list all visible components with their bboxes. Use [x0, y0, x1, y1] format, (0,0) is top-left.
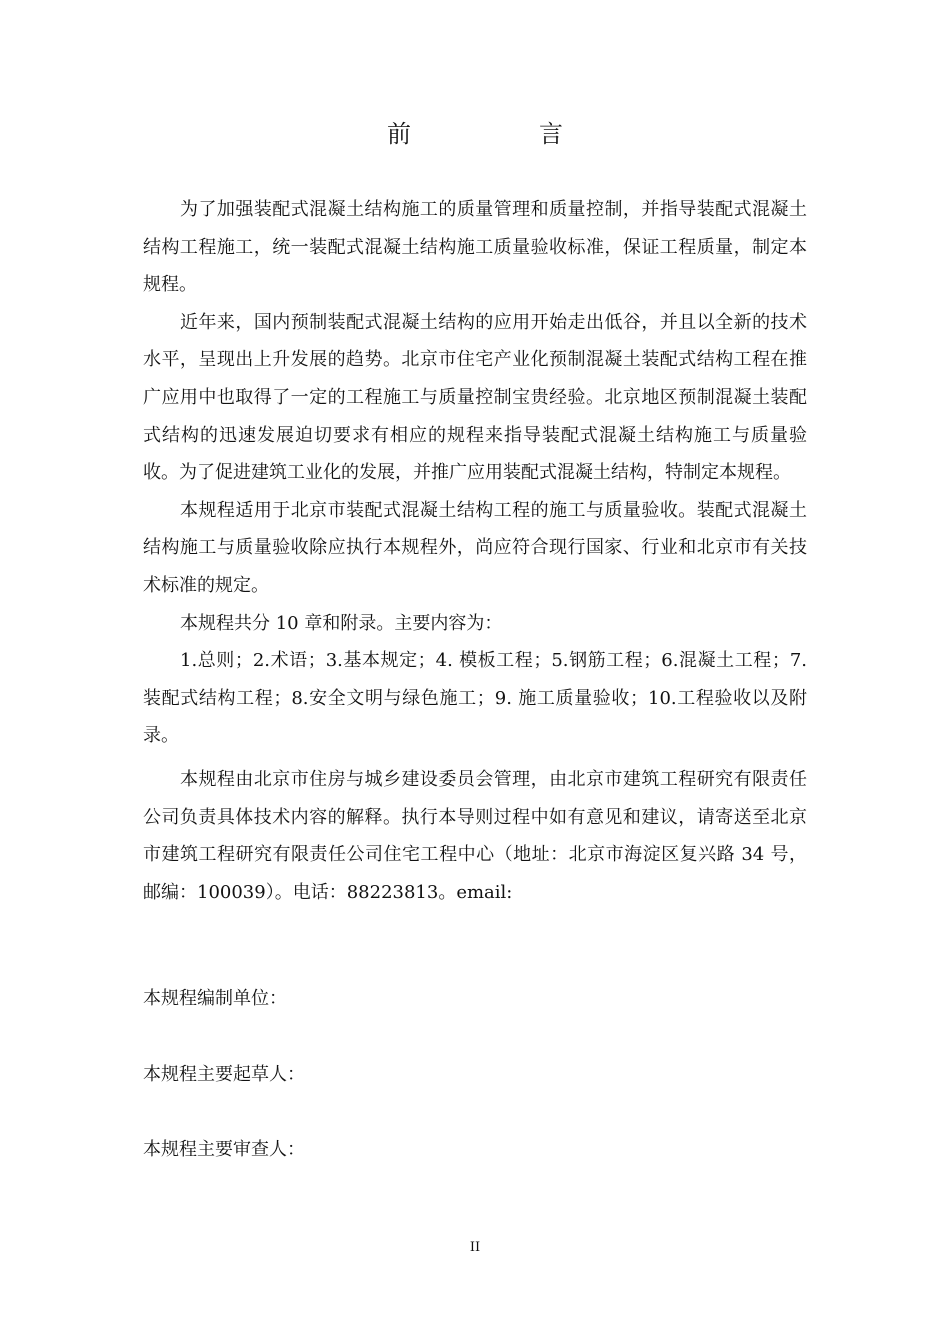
paragraph-purpose: 为了加强装配式混凝土结构施工的质量管理和质量控制，并指导装配式混凝土结构工程施工，统一装配式混凝土结构施工质量验收标准，保证工程质量，制定本规程。	[143, 199, 807, 296]
paragraph-structure: 本规程共分 10 章和附录。主要内容为：	[180, 612, 503, 634]
paragraph-management: 本规程由北京市住房与城乡建设委员会管理，由北京市建筑工程研究有限责任公司负责具体技术内容的解释。执行本导则过程中如有意见和建议，请寄送至北京市建筑工程研究有限责任公司住宅工程中心（地址：北京市海淀区复兴路 34 号，邮编：100039）。电话：88223813。email:	[143, 768, 807, 903]
page-title: 前 言	[387, 120, 615, 148]
editor-unit-label: 本规程编制单位：	[143, 988, 287, 1009]
main-reviewers-label: 本规程主要审查人：	[143, 1139, 305, 1160]
paragraph-scope: 本规程适用于北京市装配式混凝土结构工程的施工与质量验收。装配式混凝土结构施工与质量验收除应执行本规程外，尚应符合现行国家、行业和北京市有关技术标准的规定。	[143, 499, 807, 596]
page-number: II	[469, 1240, 481, 1255]
preface-body	[143, 191, 807, 911]
paragraph-contents: 1.总则；2.术语；3.基本规定；4. 模板工程；5.钢筋工程；6.混凝土工程；7.装配式结构工程；8.安全文明与绿色施工；9. 施工质量验收；10.工程验收以及附录。	[143, 650, 807, 747]
main-drafters-label: 本规程主要起草人：	[143, 1064, 305, 1085]
paragraph-background: 近年来，国内预制装配式混凝土结构的应用开始走出低谷，并且以全新的技术水平，呈现出上升发展的趋势。北京市住宅产业化预制混凝土装配式结构工程在推广应用中也取得了一定的工程施工与质量控制宝贵经验。北京地区预制混凝土装配式结构的迅速发展迫切要求有相应的规程来指导装配式混凝土结构施工与质量验收。为了促进建筑工业化的发展，并推广应用装配式混凝土结构，特制定本规程。	[143, 311, 807, 484]
